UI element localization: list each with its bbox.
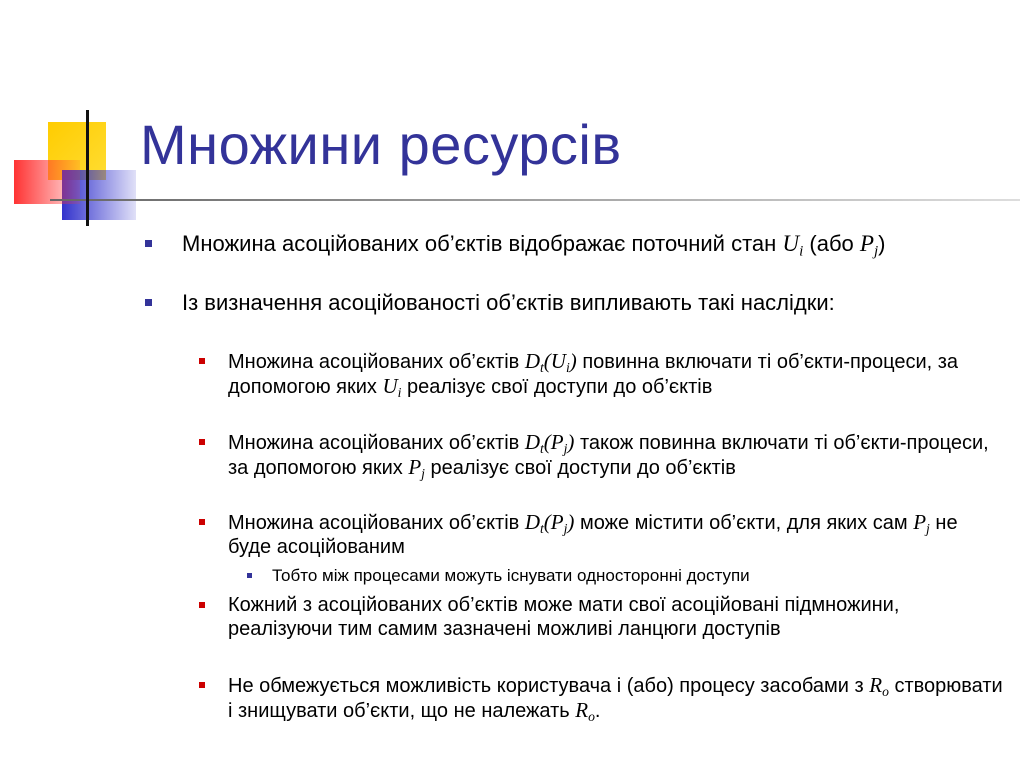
text-segment: . [594,700,601,722]
math-subscript: i [397,385,402,401]
text-segment: повинна включати ті об’єкти-процеси, за допомогою яких [228,351,959,398]
math-base: U [782,230,800,256]
math-symbol [408,455,425,482]
square-bullet-icon [199,519,205,525]
bullet-text [182,230,886,260]
math-symbol [544,349,566,373]
square-bullet-icon [199,682,205,688]
math-base: P [859,230,874,256]
list-item [228,349,1003,399]
text-segment: Множина асоційованих об’єктів відображає поточний стан [182,231,783,256]
math-base: P [913,510,927,534]
math-base: (P [543,510,564,534]
bullet-text [228,512,958,558]
vertical-line [86,110,89,226]
math-subscript: o [588,709,595,725]
math-symbol [382,374,402,401]
square-bullet-icon [145,240,152,247]
math-base: D [524,349,540,373]
math-symbol [524,510,544,537]
list-item [228,673,1003,723]
bullet-text [182,290,835,315]
math-symbol [575,698,595,725]
math-subscript: j [421,466,425,482]
text-segment: Множина асоційованих об’єктів [228,512,525,534]
list-item [228,430,1003,480]
title-underline [50,199,1020,201]
math-subscript: j [563,521,568,537]
text-segment: може містити об’єкти, для яких сам [574,512,914,534]
text-segment: ) [878,231,886,256]
bullet-text [228,349,959,401]
math-base: ) [567,510,575,534]
text-segment: Кожний з асоційованих об’єктів може мати свої асоційовані підмножини, реалізуючи тим самим зазначені можливі ланцюги доступів [228,594,900,640]
math-symbol [544,510,564,534]
math-subscript: o [882,684,889,700]
math-subscript: j [926,521,930,537]
page-title: Множини ресурсів [140,113,622,176]
square-bullet-icon [247,573,252,578]
square-bullet-icon [199,358,205,364]
math-symbol [544,430,564,454]
square-bullet-icon [199,602,205,608]
math-base: U [382,374,398,398]
math-base: (U [543,349,566,373]
math-symbol [782,230,804,260]
math-base: (P [543,430,564,454]
text-segment: Множина асоційованих об’єктів [228,432,525,454]
text-segment: створювати і знищувати об’єкти, що не належать [228,675,1003,722]
math-base: D [524,430,540,454]
math-symbol [859,230,879,260]
yellow-square [48,122,106,180]
math-symbol [524,430,544,457]
math-base: ) [567,430,575,454]
bullet-text [272,566,750,585]
text-segment: реалізує свої доступи до об’єктів [424,457,736,479]
text-segment: також повинна включати ті об’єкти-процеси, за допомогою яких [228,432,989,479]
math-symbol [570,349,577,373]
square-bullet-icon [145,299,152,306]
list-item [182,230,982,260]
text-segment: не буде асоційованим [228,512,958,558]
math-subscript: j [563,441,568,457]
list-item [228,510,1003,559]
bullet-text [228,594,899,640]
list-item [228,593,1003,641]
text-segment: Множина асоційованих об’єктів [228,351,525,373]
math-symbol [869,673,889,700]
text-segment: Із визначення асоційованості об’єктів випливають такі наслідки: [182,290,835,315]
math-subscript: j [874,243,879,260]
math-subscript: i [799,243,804,260]
math-base: D [524,510,540,534]
text-segment: реалізує свої доступи до об’єктів [401,376,713,398]
math-symbol [524,349,544,376]
bullet-text [228,430,989,482]
text-segment: (або [803,231,860,256]
bullet-text [228,673,1003,725]
math-base: R [869,673,883,697]
list-item [272,565,972,586]
blue-square [62,170,136,220]
text-segment: Тобто між процесами можуть існувати односторонні доступи [272,566,750,585]
list-item [182,290,902,315]
math-subscript: t [540,360,544,376]
math-base: R [575,698,589,722]
math-base: P [408,455,422,479]
math-base: ) [569,349,577,373]
math-symbol [913,510,930,537]
math-subscript: t [540,521,544,537]
math-subscript: t [540,441,544,457]
square-bullet-icon [199,439,205,445]
red-square [14,160,80,204]
text-segment: Не обмежується можливість користувача і (або) процесу засобами з [228,675,870,697]
math-subscript: i [565,360,570,376]
